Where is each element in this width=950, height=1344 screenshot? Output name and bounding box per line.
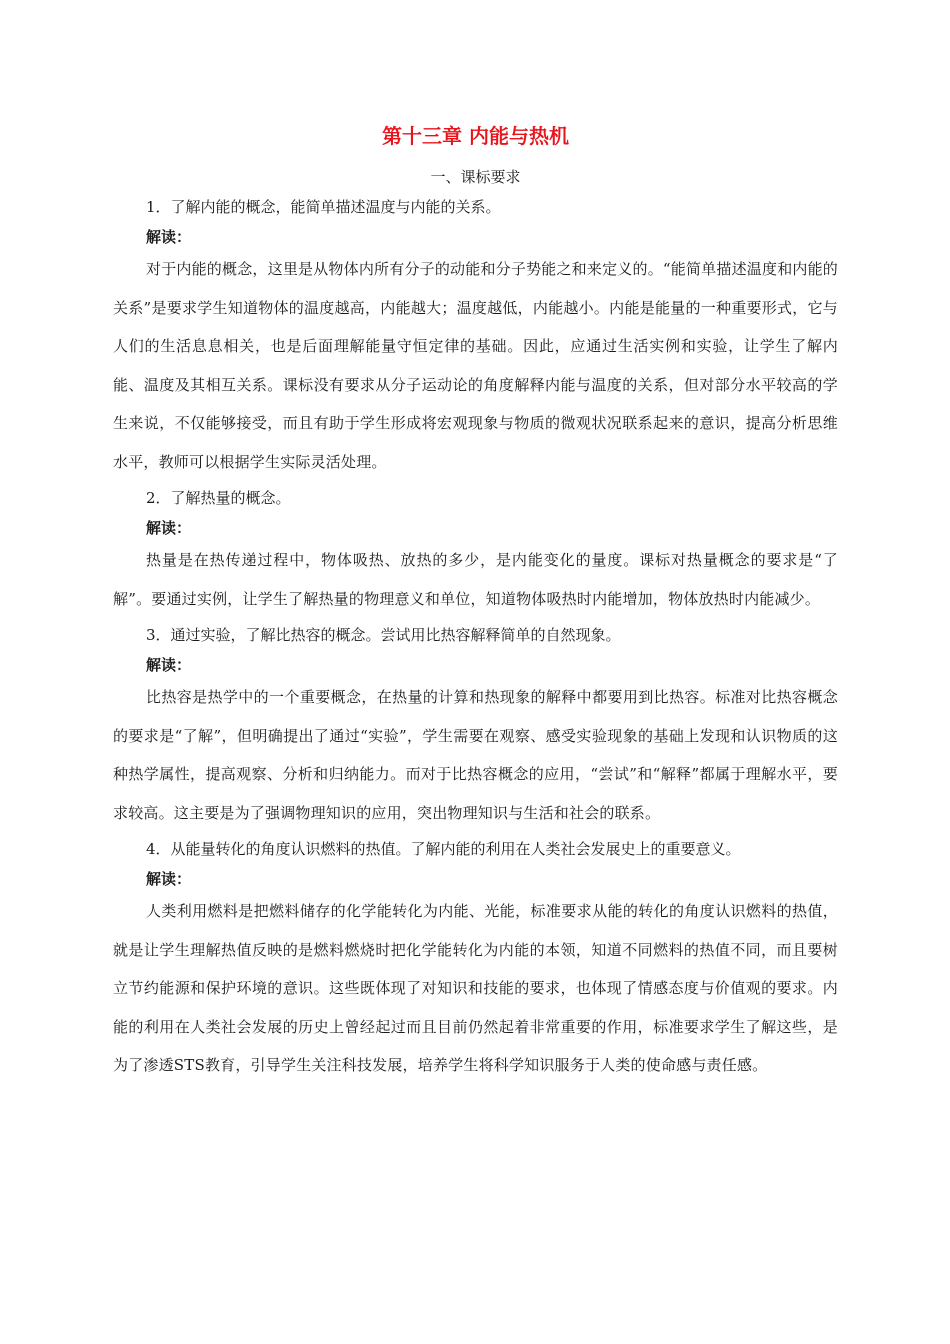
requirement-item-4	[113, 836, 838, 1085]
requirement-item-1	[113, 194, 838, 481]
requirement-text: 2．了解热量的概念。	[146, 489, 291, 507]
interpretation-text: 热量是在热传递过程中，物体吸热、放热的多少，是内能变化的量度。课标对热量概念的要求是“了解”。要通过实例，让学生了解热量的物理意义和单位，知道物体吸热时内能增加，物体放热时内能减少。	[113, 551, 838, 608]
interpretation-label: 解读：	[146, 656, 192, 674]
interpretation-label: 解读：	[146, 228, 192, 246]
interpretation-label: 解读：	[146, 870, 192, 888]
requirement-item-2	[113, 485, 838, 618]
requirement-text: 4．从能量转化的角度认识燃料的热值。了解内能的利用在人类社会发展史上的重要意义。	[146, 840, 741, 858]
requirement-text: 1．了解内能的概念，能简单描述温度与内能的关系。	[146, 198, 501, 216]
requirement-text: 3．通过实验，了解比热容的概念。尝试用比热容解释简单的自然现象。	[146, 626, 621, 644]
interpretation-text: 人类利用燃料是把燃料储存的化学能转化为内能、光能，标准要求从能的转化的角度认识燃料的热值，就是让学生理解热值反映的是燃料燃烧时把化学能转化为内能的本领，知道不同燃料的热值不同，而且要树立节约能源和保护环境的意识。这些既体现了对知识和技能的要求，也体现了情感态度与价值观的要求。内能的利用在人类社会发展的历史上曾经起过而且目前仍然起着非常重要的作用，标准要求学生了解这些，是为了渗透STS教育，引导学生关注科技发展，培养学生将科学知识服务于人类的使命感与责任感。	[113, 902, 838, 1074]
document-page	[113, 118, 838, 1087]
interpretation-text: 对于内能的概念，这里是从物体内所有分子的动能和分子势能之和来定义的。“能简单描述温度和内能的关系”是要求学生知道物体的温度越高，内能越大；温度越低，内能越小。内能是能量的一种重要形式，它与人们的生活息息相关，也是后面理解能量守恒定律的基础。因此，应通过生活实例和实验，让学生了解内能、温度及其相互关系。课标没有要求从分子运动论的角度解释内能与温度的关系，但对部分水平较高的学生来说，不仅能够接受，而且有助于学生形成将宏观现象与物质的微观状况联系起来的意识，提高分析思维水平，教师可以根据学生实际灵活处理。	[113, 260, 838, 471]
requirement-item-3	[113, 622, 838, 832]
chapter-title: 第十三章 内能与热机	[382, 124, 569, 148]
section-heading: 一、课标要求	[430, 168, 521, 186]
interpretation-text: 比热容是热学中的一个重要概念，在热量的计算和热现象的解释中都要用到比热容。标准对比热容概念的要求是“了解”，但明确提出了通过“实验”，学生需要在观察、感受实验现象的基础上发现和认识物质的这种热学属性，提高观察、分析和归纳能力。而对于比热容概念的应用，“尝试”和“解释”都属于理解水平，要求较高。这主要是为了强调物理知识的应用，突出物理知识与生活和社会的联系。	[113, 688, 838, 822]
interpretation-label: 解读：	[146, 519, 192, 537]
